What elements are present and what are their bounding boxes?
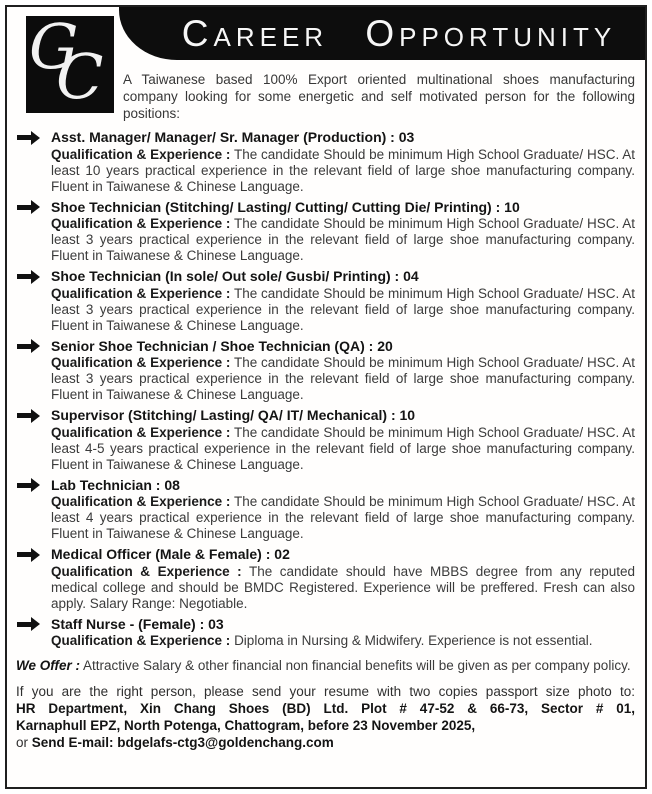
qualification-label: Qualification & Experience : — [51, 355, 231, 370]
qualification-text: The candidate Should be minimum High School Graduate/ HSC. At least 4 years practical experience in the relevant field of large shoe manufacturing company. Fluent in Taiwanese & Chinese Language. — [51, 494, 635, 541]
qualification-text: The candidate Should be minimum High School Graduate/ HSC. At least 3 years practical experience in the relevant field of large shoe manufacturing company. Fluent in Taiwanese & Chinese Language. — [51, 216, 635, 263]
position-item — [7, 546, 635, 612]
logo-monogram-icon: C — [56, 40, 104, 113]
arrow-bullet-icon — [17, 622, 31, 627]
arrow-bullet-icon — [17, 344, 31, 349]
arrow-bullet-icon — [17, 483, 31, 488]
arrow-bullet-icon — [17, 205, 31, 210]
position-title: Medical Officer (Male & Female) : 02 — [51, 546, 290, 562]
contact-address-line2: Karnaphull EPZ, North Potenga, Chattogram, before 23 November 2025, — [16, 717, 476, 733]
position-title: Shoe Technician (In sole/ Out sole/ Gusbi/ Printing) : 04 — [51, 268, 419, 284]
header-section — [7, 7, 645, 122]
qualification-label: Qualification & Experience : — [51, 146, 231, 162]
arrow-bullet-icon — [17, 413, 31, 418]
arrow-bullet-icon — [17, 135, 31, 140]
position-description — [51, 425, 635, 473]
position-title: Shoe Technician (Stitching/ Lasting/ Cutting/ Cutting Die/ Printing) : 10 — [51, 198, 520, 215]
position-description — [51, 216, 635, 264]
offer-text: Attractive Salary & other financial non financial benefits will be given as per company policy. — [83, 658, 631, 673]
position-item — [7, 616, 635, 650]
position-title: Supervisor (Stitching/ Lasting/ QA/ IT/ Mechanical) : 10 — [51, 407, 416, 423]
qualification-label: Qualification & Experience : — [51, 285, 231, 301]
position-description — [51, 355, 635, 403]
position-description — [51, 147, 635, 195]
contact-intro: If you are the right person, please send your resume with two copies passport size photo to: — [16, 683, 635, 699]
intro-text: A Taiwanese based 100% Export oriented multinational shoes manufacturing company looking for some energetic and self motivated person for the following positions: — [123, 72, 635, 121]
qualification-label: Qualification & Experience : — [51, 216, 231, 231]
email-address: Send E-mail: bdgelafs-ctg3@goldenchang.com — [31, 734, 334, 750]
page-title: Career Opportunity — [181, 13, 617, 54]
header-banner — [119, 7, 645, 60]
offer-label: We Offer : — [16, 658, 81, 673]
position-item — [7, 129, 635, 195]
arrow-bullet-icon — [17, 552, 31, 557]
arrow-bullet-icon — [17, 274, 31, 279]
contact-address-line1: HR Department, Xin Chang Shoes (BD) Ltd. Plot # 47-52 & 66-73, Sector # 01, — [16, 700, 635, 716]
position-title: Staff Nurse - (Female) : 03 — [51, 615, 224, 632]
offer-paragraph — [16, 658, 635, 675]
qualification-text: The candidate Should be minimum High School Graduate/ HSC. At least 3 years practical experience in the relevant field of large shoe manufacturing company. Fluent in Taiwanese & Chinese Language. — [51, 285, 635, 333]
qualification-label: Qualification & Experience : — [51, 633, 231, 648]
qualification-text: The candidate Should be minimum High School Graduate/ HSC. At least 3 years practical experience in the relevant field of large shoe manufacturing company. Fluent in Taiwanese & Chinese Language. — [51, 355, 635, 402]
positions-list — [7, 129, 635, 649]
position-title: Asst. Manager/ Manager/ Sr. Manager (Production) : 03 — [51, 129, 415, 145]
qualification-text: The candidate Should be minimum High School Graduate/ HSC. At least 4-5 years practical experience in the relevant field of large shoe manufacturing company. Fluent in Taiwanese & Chinese Language. — [51, 424, 635, 472]
position-item — [7, 338, 635, 404]
qualification-label: Qualification & Experience : — [51, 563, 242, 579]
position-item — [7, 268, 635, 334]
qualification-text: Diploma in Nursing & Midwifery. Experience is not essential. — [234, 633, 593, 648]
qualification-text: The candidate Should be minimum High School Graduate/ HSC. At least 10 years practical experience in the relevant field of large shoe manufacturing company. Fluent in Taiwanese & Chinese Language. — [51, 146, 635, 194]
position-title: Senior Shoe Technician / Shoe Technician (QA) : 20 — [51, 337, 393, 354]
logo-monogram-icon: G — [29, 16, 79, 83]
position-description — [51, 286, 635, 334]
contact-email-line — [16, 734, 635, 751]
qualification-label: Qualification & Experience : — [51, 424, 231, 440]
position-description — [51, 494, 635, 542]
qualification-text: The candidate should have MBBS degree from any reputed medical college and should be BMDC Registered. Experience will be preffered. Fresh can also apply. Salary Range: Negotiable. — [51, 563, 635, 611]
position-description — [51, 564, 635, 612]
qualification-label: Qualification & Experience : — [51, 494, 231, 509]
position-item — [7, 199, 635, 265]
contact-section — [16, 683, 635, 751]
position-item — [7, 407, 635, 473]
company-logo — [26, 16, 114, 113]
position-item — [7, 477, 635, 543]
email-prefix: or — [16, 734, 29, 750]
ad-border-frame — [5, 5, 647, 789]
position-description — [51, 633, 635, 649]
position-title: Lab Technician : 08 — [51, 476, 180, 493]
